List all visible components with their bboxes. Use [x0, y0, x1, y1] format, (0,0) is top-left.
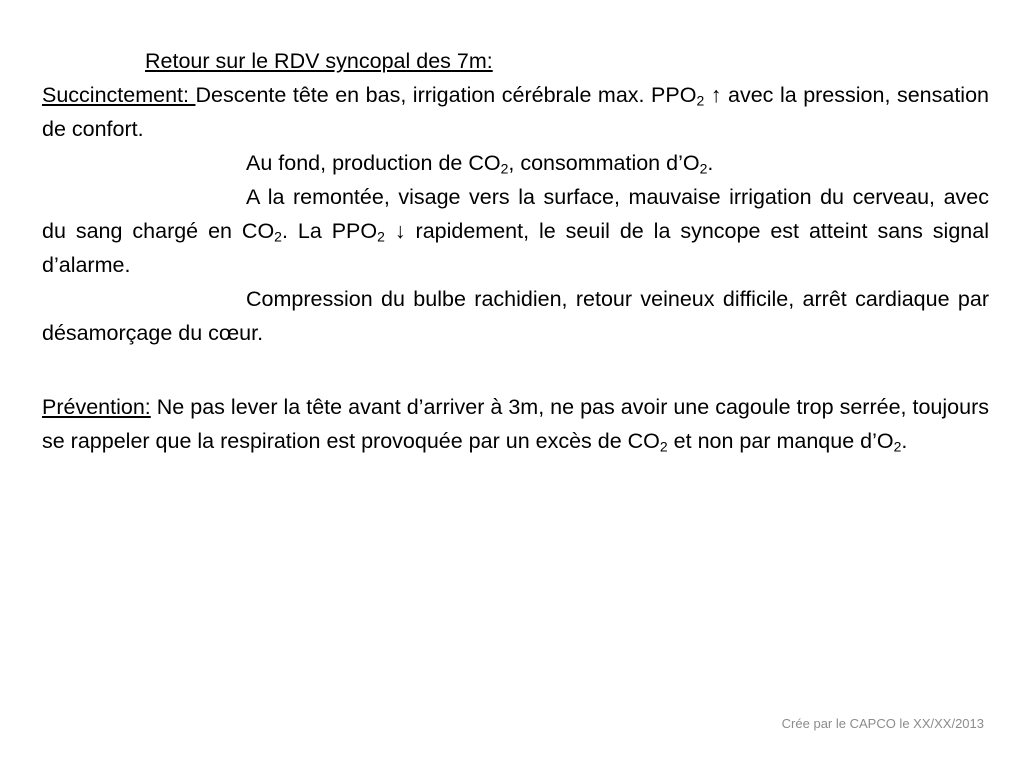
prevention-text-3: . [901, 429, 908, 453]
prevention-text-2: et non par manque d’O [667, 429, 894, 453]
para2-text-1: Au fond, production de CO [246, 151, 501, 175]
para2-sub-2: 2 [699, 160, 708, 177]
para2-text-3: . [707, 151, 714, 175]
prevention-sub-2: 2 [893, 438, 902, 455]
paragraph-gap [42, 350, 989, 390]
prevention-heading: Prévention: [42, 395, 151, 419]
para3-sub-2: 2 [377, 228, 385, 245]
paragraph-succinctement [42, 78, 989, 146]
paragraph-prevention [42, 390, 989, 458]
para3-text-1: A la remontée, visage vers la surface, mauvaise irrigation du cerveau, avec du sang chargé en CO [42, 185, 989, 243]
slide-footer: Crée par le CAPCO le XX/XX/2013 [781, 716, 984, 731]
para4-text-1: Compression du bulbe rachidien, retour veineux difficile, arrêt cardiaque par désamorçage du cœur. [42, 287, 989, 345]
para2-sub-1: 2 [500, 160, 509, 177]
para2-text-2: , consommation d’O [508, 151, 700, 175]
paragraph-au-fond [42, 146, 989, 180]
slide-title: Retour sur le RDV syncopal des 7m: [145, 49, 493, 73]
prevention-sub-1: 2 [659, 438, 668, 455]
para3-sub-1: 2 [274, 228, 282, 245]
paragraph-compression [42, 282, 989, 350]
para3-text-3: ↓ rapidement, le seuil de la syncope est atteint sans signal d’alarme. [42, 219, 989, 277]
para1-sub-1: 2 [696, 92, 705, 109]
para1-text-2: ↑ avec la pression, sensation de confort. [42, 83, 989, 141]
para1-text-1: Descente tête en bas, irrigation cérébrale max. PPO [195, 83, 697, 107]
prevention-text-1: Ne pas lever la tête avant d’arriver à 3m, ne pas avoir une cagoule trop serrée, toujours se rappeler que la respiration est provoquée par un excès de CO [42, 395, 989, 453]
para3-text-2: . La PPO [281, 219, 378, 243]
succinctement-heading: Succinctement: [42, 83, 196, 107]
paragraph-remontee [42, 180, 989, 282]
slide-content [42, 44, 989, 458]
